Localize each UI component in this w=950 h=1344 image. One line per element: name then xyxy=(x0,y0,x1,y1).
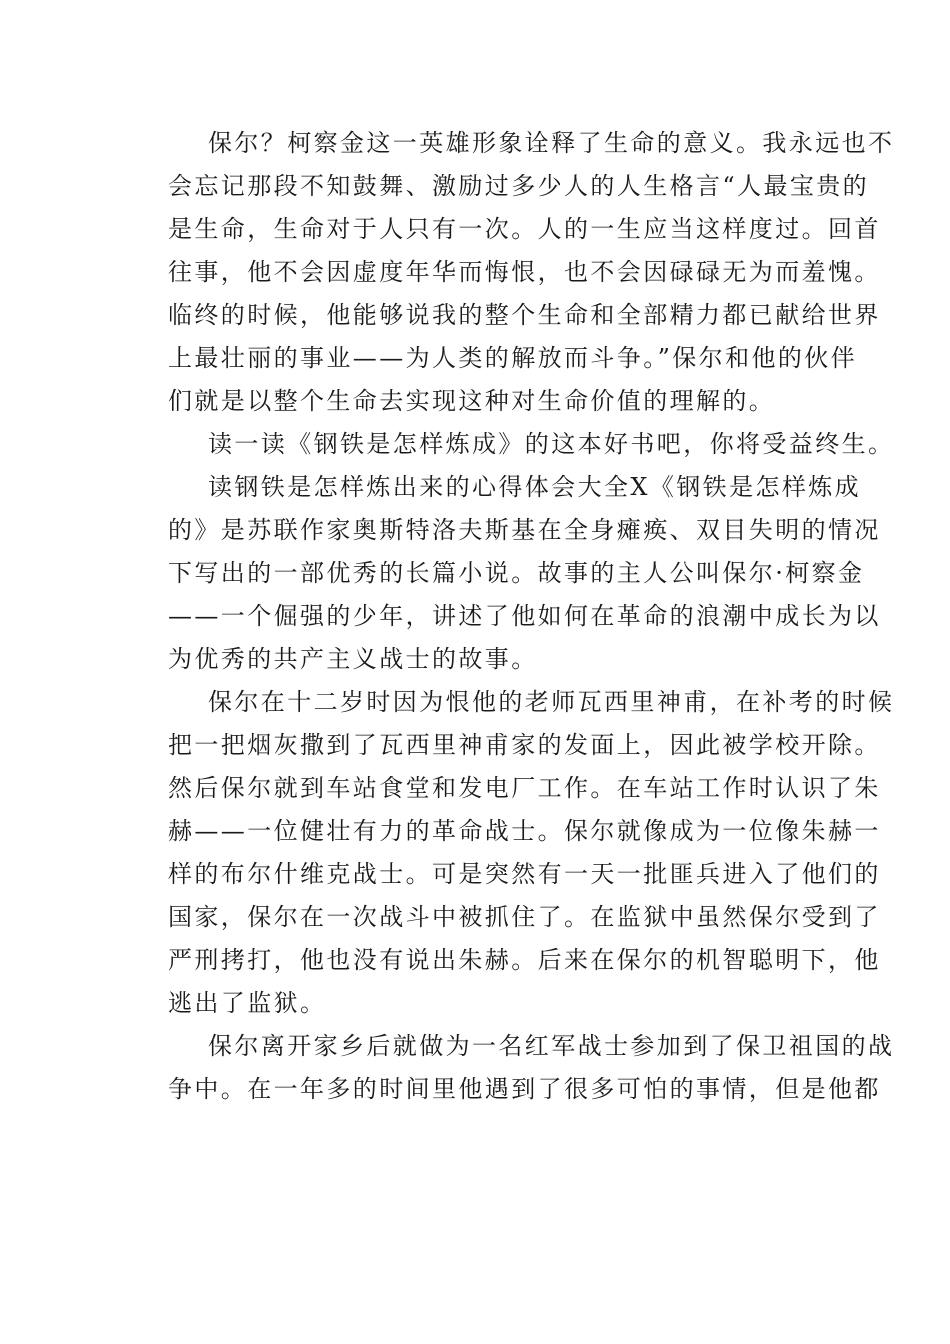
text-line: ——一个倔强的少年，讲述了他如何在革命的浪潮中成长为以 xyxy=(168,602,881,630)
text-line: 保尔离开家乡后就做为一名红军战士参加到了保卫祖国的战 xyxy=(208,1032,895,1060)
paragraph-3 xyxy=(120,466,881,681)
text-line: 争中。在一年多的时间里他遇到了很多可怕的事情，但是他都 xyxy=(168,1075,881,1103)
text-line: 严刑拷打，他也没有说出朱赫。后来在保尔的机智聪明下，他 xyxy=(168,946,881,974)
text-line: 保尔？柯察金这一英雄形象诠释了生命的意义。我永远也不 xyxy=(208,129,895,157)
text-line: 保尔在十二岁时因为恨他的老师瓦西里神甫，在补考的时候 xyxy=(208,688,895,716)
text-line: 读钢铁是怎样炼出来的心得体会大全X《钢铁是怎样炼成 xyxy=(208,473,862,501)
text-line: 往事，他不会因虚度年华而悔恨，也不会因碌碌无为而羞愧。 xyxy=(168,258,881,286)
text-line: 逃出了监狱。 xyxy=(168,989,327,1017)
text-line: 的》是苏联作家奥斯特洛夫斯基在全身瘫痪、双目失明的情况 xyxy=(168,516,881,544)
text-line: 下写出的一部优秀的长篇小说。故事的主人公叫保尔·柯察金 xyxy=(168,559,865,587)
text-line: 国家，保尔在一次战斗中被抓住了。在监狱中虽然保尔受到了 xyxy=(168,903,881,931)
paragraph-2 xyxy=(120,423,895,466)
text-line: 样的布尔什维克战士。可是突然有一天一批匪兵进入了他们的 xyxy=(168,860,881,888)
text-line: 赫——一位健壮有力的革命战士。保尔就像成为一位像朱赫一 xyxy=(168,817,881,845)
text-line: 然后保尔就到车站食堂和发电厂工作。在车站工作时认识了朱 xyxy=(168,774,881,802)
text-line: 为优秀的共产主义战士的故事。 xyxy=(168,645,538,673)
text-line: 们就是以整个生命去实现这种对生命价值的理解的。 xyxy=(168,387,776,415)
text-line: 临终的时候，他能够说我的整个生命和全部精力都已献给世界 xyxy=(168,301,881,329)
text-line: 把一把烟灰撒到了瓦西里神甫家的发面上，因此被学校开除。 xyxy=(168,731,881,759)
paragraph-1 xyxy=(120,122,895,423)
text-line: 是生命，生命对于人只有一次。人的一生应当这样度过。回首 xyxy=(168,215,881,243)
paragraph-4 xyxy=(120,681,895,1025)
text-line: 读一读《钢铁是怎样炼成》的这本好书吧，你将受益终生。 xyxy=(208,430,895,458)
text-line: 会忘记那段不知鼓舞、激励过多少人的人生格言“人最宝贵的 xyxy=(168,172,870,200)
text-line: 上最壮丽的事业——为人类的解放而斗争。”保尔和他的伙伴 xyxy=(168,344,858,372)
document-body xyxy=(120,122,895,1111)
paragraph-5 xyxy=(120,1025,895,1111)
